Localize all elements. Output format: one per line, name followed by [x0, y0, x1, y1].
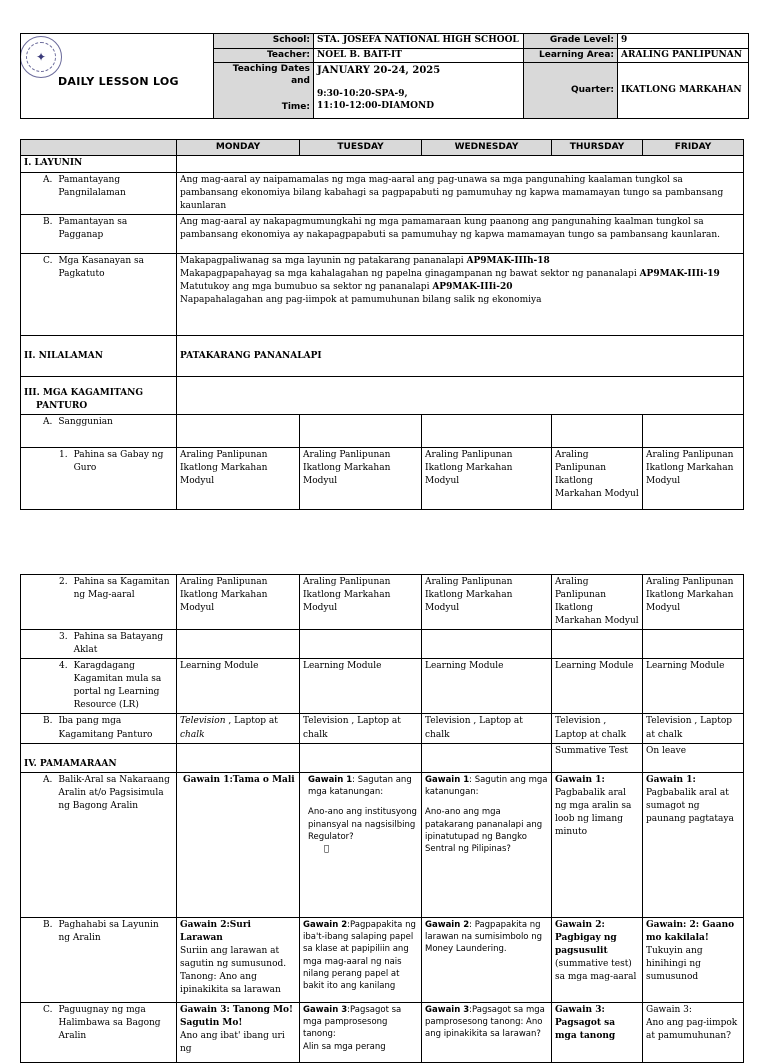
section-pamamaraan: IV. PAMAMARAAN [21, 743, 177, 772]
teaching-dates-value: JANUARY 20-24, 2025 [317, 65, 441, 77]
sanggunian-friday [643, 415, 744, 448]
day-header-blank [21, 140, 177, 156]
competency-code-3: AP9MAK-IIIi-20 [432, 282, 513, 293]
school-value: STA. JOSEFA NATIONAL HIGH SCHOOL [314, 34, 524, 49]
lesson-log-table-1 [20, 139, 744, 510]
dates-time-label-cell [214, 63, 314, 119]
paguugnay-friday: Gawain 3: Ano ang pag-iimpok at pamumuhunan? [643, 1002, 744, 1062]
balik-aral-thursday: Gawain 1: Pagbabalik aral ng mga aralin sa loob ng limang minuto [552, 772, 643, 917]
gabay-ng-guro-friday: Araling Panlipunan Ikatlong Markahan Modyul [643, 448, 744, 510]
gabay-ng-guro-tuesday: Araling Panlipunan Ikatlong Markahan Modyul [300, 448, 422, 510]
sanggunian-wednesday [422, 415, 552, 448]
paghahabi-tuesday: Gawain 2:Pagpapakita ng iba't-ibang salaping papel sa klase at papipiliin ang mga mag-aaral ng nais nilang perang papel at bakit ito ang kanilang [300, 917, 422, 1002]
learning-resource-label: 4. Karagdagang Kagamitan mula sa portal ng Learning Resource (LR) [21, 659, 177, 714]
grade-value: 9 [618, 34, 749, 49]
pamamaraan-tuesday [300, 743, 422, 772]
day-header-friday: FRIDAY [643, 140, 744, 156]
layunin-blank [177, 156, 744, 173]
time-label: Time: [281, 101, 310, 112]
time-value-1: 9:30-10:20-SPA-9, [317, 89, 408, 100]
learning-area-label: Learning Area: [524, 48, 618, 63]
school-label: School: [214, 34, 314, 49]
paghahabi-friday: Gawain: 2: Gaano mo kakilala! Tukuyin ang hinihingi ng sumusunod [643, 917, 744, 1002]
nilalaman-value: PATAKARANG PANANALAPI [177, 336, 744, 377]
paguugnay-wednesday: Gawain 3:Pagsagot sa mga pamprosesong tanong: Ano ang ipinakikita sa larawan? [422, 1002, 552, 1062]
pamamaraan-thursday-note: Summative Test [552, 743, 643, 772]
day-header-wednesday: WEDNESDAY [422, 140, 552, 156]
section-kagamitang-panturo: III. MGA KAGAMITANG PANTURO [21, 377, 177, 415]
paguugnay-tuesday: Gawain 3:Pagsagot sa mga pamprosesong tanong: Alin sa mga perang [300, 1002, 422, 1062]
kagamitan-ng-mag-aaral-tuesday: Araling Panlipunan Ikatlong Markahan Modyul [300, 575, 422, 630]
bullet-glyph-icon [308, 843, 418, 855]
header-table [213, 33, 749, 119]
day-header-thursday: THURSDAY [552, 140, 643, 156]
balik-aral-friday: Gawain 1: Pagbabalik aral at sumagot ng paunang pagtataya [643, 772, 744, 917]
kagamitang-panturo-blank [177, 377, 744, 415]
pamantayang-pangnilalaman-label: A. Pamantayang Pangnilalaman [21, 173, 177, 215]
iba-pang-kagamitan-friday: Television , Laptop at chalk [643, 714, 744, 743]
lesson-log-table-2 [20, 574, 744, 1063]
quarter-label: Quarter: [524, 63, 618, 119]
pamamaraan-wednesday [422, 743, 552, 772]
learning-resource-tuesday: Learning Module [300, 659, 422, 714]
dates-time-value-cell [314, 63, 524, 119]
grade-label: Grade Level: [524, 34, 618, 49]
gabay-ng-guro-thursday: Araling Panlipunan Ikatlong Markahan Modyul [552, 448, 643, 510]
pamantayan-sa-pagganap-text: Ang mag-aaral ay nakapagmumungkahi ng mga pamamaraan kung paanong ang pangunahing kaalman tungkol sa pambansang ekonomiya ay nakapagpapabuti sa pamumuhay ng kapwa mamamayan tungo sa pambansang kaunlaran. [177, 215, 744, 254]
iba-pang-kagamitan-thursday: Television , Laptop at chalk [552, 714, 643, 743]
paghahabi-label: B. Paghahabi sa Layunin ng Aralin [21, 917, 177, 1002]
iba-pang-kagamitan-tuesday: Television , Laptop at chalk [300, 714, 422, 743]
kagamitan-ng-mag-aaral-thursday: Araling Panlipunan Ikatlong Markahan Modyul [552, 575, 643, 630]
kasanayan-sa-pagkatuto-label: C. Mga Kasanayan sa Pagkatuto [21, 254, 177, 336]
paghahabi-thursday: Gawain 2: Pagbigay ng pagsusulit (summative test) sa mga mag-aaral [552, 917, 643, 1002]
kagamitan-ng-mag-aaral-wednesday: Araling Panlipunan Ikatlong Markahan Modyul [422, 575, 552, 630]
batayang-aklat-thursday [552, 630, 643, 659]
sanggunian-monday [177, 415, 300, 448]
page-title: DAILY LESSON LOG [58, 75, 179, 88]
sanggunian-tuesday [300, 415, 422, 448]
paghahabi-monday: Gawain 2:Suri Larawan Suriin ang larawan at sagutin ng sumusunod. Tanong: Ano ang ipinakikita sa larawan [177, 917, 300, 1002]
competency-code-2: AP9MAK-IIIi-19 [639, 269, 720, 280]
time-value-2: 11:10-12:00-DIAMOND [317, 101, 435, 112]
deped-seal-icon: ✦ [20, 36, 62, 78]
gabay-ng-guro-wednesday: Araling Panlipunan Ikatlong Markahan Modyul [422, 448, 552, 510]
teacher-value: NOEL B. BAIT-IT [314, 48, 524, 63]
section-layunin: I. LAYUNIN [21, 156, 177, 173]
day-header-tuesday: TUESDAY [300, 140, 422, 156]
pamamaraan-monday [177, 743, 300, 772]
iba-pang-kagamitan-wednesday: Television , Laptop at chalk [422, 714, 552, 743]
learning-resource-wednesday: Learning Module [422, 659, 552, 714]
kasanayan-sa-pagkatuto-text: Makapagpaliwanag sa mga layunin ng patakarang pananalapi AP9MAK-IIIh-18 Makapagpapahayag sa mga kahalagahan ng papelna ginagampanan ng bawat sektor ng pananalapi AP9MAK-IIIi-19 Matutukoy ang mga bumubuo sa sektor ng pananalapi AP9MAK-IIIi-20 Napapahalagahan ang pag-iimpok at pamumuhunan bilang salik ng ekonomiya [177, 254, 744, 336]
batayang-aklat-friday [643, 630, 744, 659]
header-logo-cell [20, 33, 213, 119]
batayang-aklat-label: 3. Pahina sa Batayang Aklat [21, 630, 177, 659]
balik-aral-label: A. Balik-Aral sa Nakaraang Aralin at/o Pagsisimula ng Bagong Aralin [21, 772, 177, 917]
balik-aral-wednesday: Gawain 1: Sagutin ang mga katanungan: Ano-ano ang mga patakarang pananalapi ang ipinatutupad ng Bangko Sentral ng Pilipinas? [422, 772, 552, 917]
learning-area-value: ARALING PANLIPUNAN [618, 48, 749, 63]
balik-aral-tuesday: Gawain 1: Sagutan ang mga katanungan: Ano-ano ang institusyong pinansyal na nagsisilbing Regulator? [300, 772, 422, 917]
balik-aral-monday: Gawain 1:Tama o Mali [177, 772, 300, 917]
sanggunian-label: A. Sanggunian [21, 415, 177, 448]
teacher-label: Teacher: [214, 48, 314, 63]
batayang-aklat-wednesday [422, 630, 552, 659]
learning-resource-thursday: Learning Module [552, 659, 643, 714]
pamantayan-sa-pagganap-label: B. Pamantayan sa Pagganap [21, 215, 177, 254]
batayang-aklat-monday [177, 630, 300, 659]
quarter-value: IKATLONG MARKAHAN [618, 63, 749, 119]
iba-pang-kagamitan-label: B. Iba pang mga Kagamitang Panturo [21, 714, 177, 743]
competency-code-1: AP9MAK-IIIh-18 [466, 256, 550, 267]
paguugnay-thursday: Gawain 3: Pagsagot sa mga tanong [552, 1002, 643, 1062]
gabay-ng-guro-monday: Araling Panlipunan Ikatlong Markahan Modyul [177, 448, 300, 510]
day-header-monday: MONDAY [177, 140, 300, 156]
learning-resource-monday: Learning Module [177, 659, 300, 714]
kagamitan-ng-mag-aaral-monday: Araling Panlipunan Ikatlong Markahan Modyul [177, 575, 300, 630]
learning-resource-friday: Learning Module [643, 659, 744, 714]
paghahabi-wednesday: Gawain 2: Pagpapakita ng larawan na sumisimbolo ng Money Laundering. [422, 917, 552, 1002]
gabay-ng-guro-label: 1. Pahina sa Gabay ng Guro [21, 448, 177, 510]
paguugnay-label: C. Paguugnay ng mga Halimbawa sa Bagong Aralin [21, 1002, 177, 1062]
sanggunian-thursday [552, 415, 643, 448]
iba-pang-kagamitan-monday: Television , Laptop at chalk [177, 714, 300, 743]
pamantayang-pangnilalaman-text: Ang mag-aaral ay naipamamalas ng mga mag-aaral ang pag-unawa sa mga pangunahing kaalaman tungkol sa pambansang ekonomiya bilang kabahagi sa pagpapabuti ng pamumuhay ng kapwa mamamayan tungo sa pambansang kaunlaran [177, 173, 744, 215]
kagamitan-ng-mag-aaral-friday: Araling Panlipunan Ikatlong Markahan Modyul [643, 575, 744, 630]
paguugnay-monday: Gawain 3: Tanong Mo! Sagutin Mo! Ano ang ibat' ibang uri ng [177, 1002, 300, 1062]
pamamaraan-friday-note: On leave [643, 743, 744, 772]
batayang-aklat-tuesday [300, 630, 422, 659]
kagamitan-ng-mag-aaral-label: 2. Pahina sa Kagamitan ng Mag-aaral [21, 575, 177, 630]
teaching-dates-label: Teaching Dates and [232, 64, 310, 87]
section-nilalaman: II. NILALAMAN [21, 336, 177, 377]
